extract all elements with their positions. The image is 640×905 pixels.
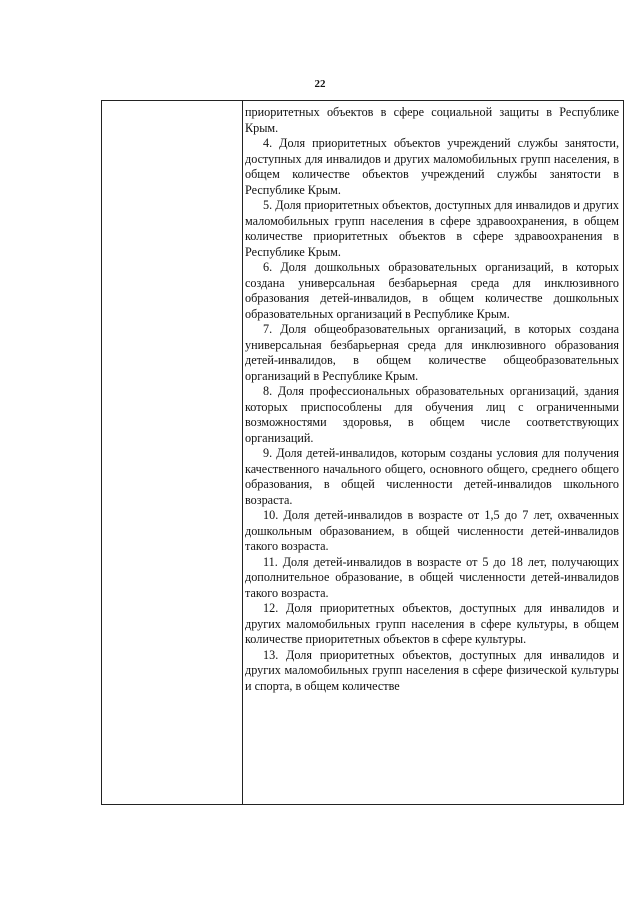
paragraph-10: 10. Доля детей-инвалидов в возрасте от 1,5 до 7 лет, охваченных дошкольным образованием, в общей численности детей-инвалидов такого возраста. — [245, 508, 619, 553]
paragraph-8: 8. Доля профессиональных образовательных организаций, здания которых приспособлены для обучения лиц с ограниченными возможностями здоровья, в общем числе соответствующих организаций. — [245, 384, 619, 445]
paragraph-5: 5. Доля приоритетных объектов, доступных для инвалидов и других маломобильных групп населения в сфере здравоохранения, в общем количестве приоритетных объектов в сфере здравоохранения в Республике Крым. — [245, 198, 619, 259]
paragraph-6: 6. Доля дошкольных образовательных организаций, в которых создана универсальная безбарьерная среда для инклюзивного образования детей-инвалидов, в общем количестве дошкольных образовательных организаций в Республике Крым. — [245, 260, 619, 321]
table-left-column — [102, 101, 243, 804]
table-right-column — [243, 101, 623, 804]
paragraph-3-continuation: приоритетных объектов в сфере социальной защиты в Республике Крым. — [245, 105, 619, 135]
paragraph-9: 9. Доля детей-инвалидов, которым созданы условия для получения качественного начального общего, основного общего, среднего общего образования, в общей численности детей-инвалидов школьного возраста. — [245, 446, 619, 507]
paragraph-12: 12. Доля приоритетных объектов, доступных для инвалидов и других маломобильных групп населения в сфере культуры, в общем количестве приоритетных объектов в сфере культуры. — [245, 601, 619, 646]
paragraph-4: 4. Доля приоритетных объектов учреждений службы занятости, доступных для инвалидов и других маломобильных групп населения, в общем количестве объектов учреждений службы занятости в Республике Крым. — [245, 136, 619, 197]
document-table — [101, 100, 624, 805]
paragraph-11: 11. Доля детей-инвалидов в возрасте от 5 до 18 лет, получающих дополнительное образование, в общей численности детей-инвалидов такого возраста. — [245, 554, 619, 600]
paragraph-7: 7. Доля общеобразовательных организаций, в которых создана универсальная безбарьерная среда для инклюзивного образования детей-инвалидов, в общем количестве общеобразовательных организаций в Республике Крым. — [245, 322, 619, 383]
page-number: 22 — [314, 78, 326, 90]
paragraph-13: 13. Доля приоритетных объектов, доступных для инвалидов и других маломобильных групп населения в сфере физической культуры и спорта, в общем количестве — [245, 647, 619, 693]
